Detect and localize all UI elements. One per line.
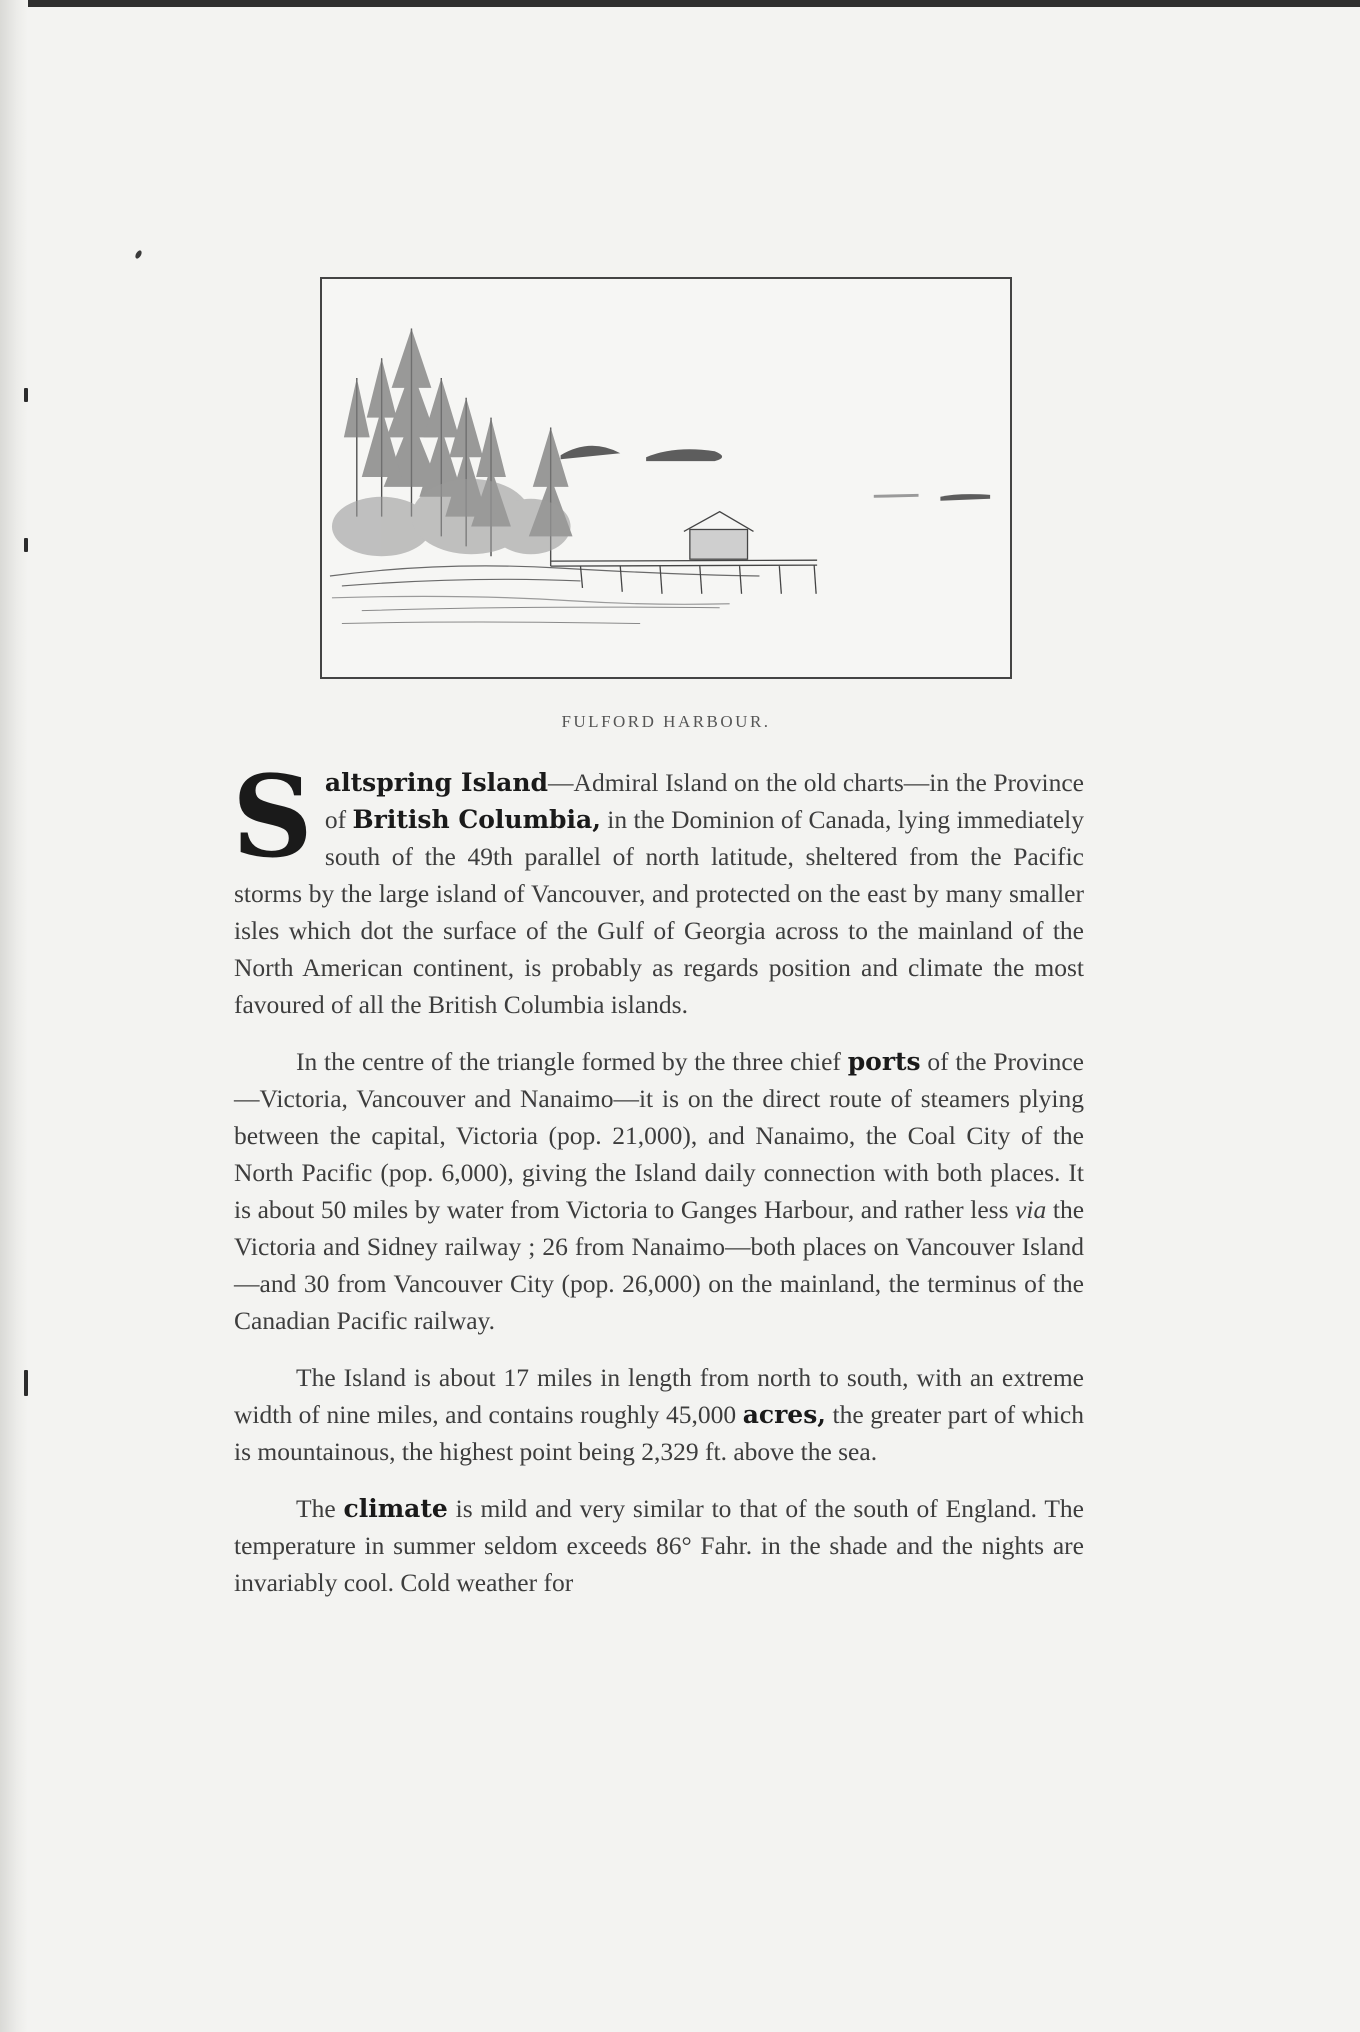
text-run: The Island is about 17 miles in length from north to south, with an extreme width of nine miles, and contains roughly 45,000 [234,1363,1084,1429]
text-run: in the Dominion of Canada, lying immediately south of the 49th parallel of north latitude, sheltered from the Pacific storms by the large island of Vancouver, and protected on the east by many smaller isles which dot the surface of the Gulf of Georgia across to the mainland of the North American continent, is probably as regards position and climate the most favoured of all the British Columbia islands. [234,805,1084,1019]
illustration-caption: FULFORD HARBOUR. [561,712,771,731]
keyword-british-columbia: British Columbia, [352,805,601,834]
harbour-illustration [320,277,1012,679]
harbour-sketch [322,279,1010,677]
text-run: the Victoria and Sidney railway ; 26 from Nanaimo—both places on Vancouver Island—and 30 from Vancouver City (pop. 26,000) on the mainland, the terminus of the Canadian Pacific railway. [234,1195,1085,1335]
keyword-acres: acres, [742,1400,826,1429]
text-run: of the Province—Victoria, Vancouver and Nanaimo—it is on the direct route of steamers plying between the capital, Victoria (pop. 21,000), and Nanaimo, the Coal City of the North Pacific (pop. 6,000), giving the Island daily connection with both places. It is about 50 miles by water from Victoria to Ganges Harbour, and rather less [234,1047,1084,1224]
paragraph-intro [232,752,1084,1023]
text-run: —Admiral Island on the old charts—in the Province of [324,768,1084,834]
binding-mark [24,538,28,552]
binding-mark [24,388,28,402]
paragraph-size [234,1359,1084,1470]
paragraph-ports [234,1043,1084,1339]
text-run: the greater part of which is mountainous, the highest point being 2,329 ft. above the sea. [234,1400,1084,1466]
binding-mark [24,1370,28,1396]
paragraph-climate [234,1490,1084,1601]
page-top-edge [0,0,1360,7]
text-run: The [296,1494,344,1523]
ink-speck [134,249,143,259]
drop-cap: S [232,752,313,883]
text-run: is mild and very similar to that of the south of England. The temperature in summer seldom exceeds 86° Fahr. in the shade and the nights are invariably cool. Cold weather for [234,1494,1084,1597]
keyword-ports: ports [847,1047,921,1076]
page-left-edge [0,0,28,2032]
text-run: In the centre of the triangle formed by the three chief [296,1047,848,1076]
italic-via: via [1015,1195,1047,1224]
keyword-climate: climate [343,1494,448,1523]
keyword-saltspring-island: altspring Island [324,768,549,797]
article-body [232,752,1085,1621]
